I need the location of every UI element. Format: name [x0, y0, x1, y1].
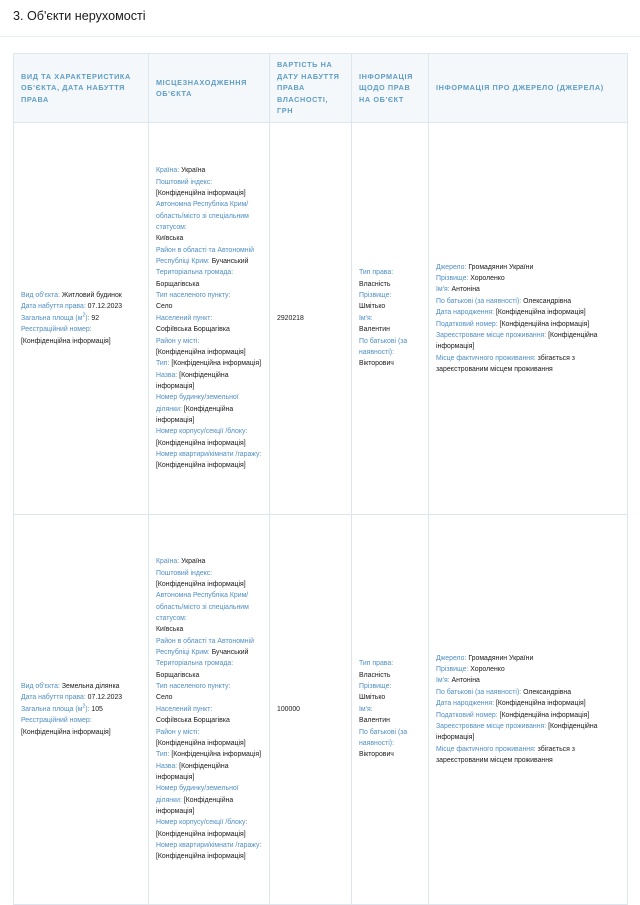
rights-info-cell: Тип права: Власність Прізвище: Шмітько Ім'я: Валентин По батькові (за наявності): Вікторович: [352, 123, 429, 515]
title-divider: [0, 36, 640, 37]
table-header-row: [14, 54, 628, 123]
object-location-cell: Країна: Україна Поштовий індекс: [Конфіденційна інформація] Автономна Республіка Крим/область/місто зі спеціальним статусом: Київська Район в області та Автономній Республіці Крим: Бучанський Територіальна громада: Борщагівська Тип населеного пункту: Село Населений пункт: Софіївська Борщагівка Район у місті: [Конфіденційна інформація] Тип: [Конфіденційна інформація] Назва: [Конфіденційна інформація] Номер будинку/земельної ділянки: [Конфіденційна інформація] Номер корпусу/секції /блоку: [Конфіденційна інформація] Номер квартири/кімнати /гаражу: [Конфіденційна інформація]: [149, 515, 270, 905]
section-title: 3. Об'єкти нерухомості: [13, 9, 146, 23]
rights-info-cell: Тип права: Власність Прізвище: Шмітько Ім'я: Валентин По батькові (за наявності): Вікторович: [352, 515, 429, 905]
object-characteristics-cell: Вид об'єкта: Земельна ділянка Дата набуття права: 07.12.2023 Загальна площа $(м^2)$: 105 Реєстраційний номер: [Конфіденційна інформація]: [14, 515, 149, 905]
column-header: МІСЦЕЗНАХОДЖЕННЯ ОБ'ЄКТА: [149, 54, 270, 123]
object-characteristics-cell: Вид об'єкта: Житловий будинок Дата набуття права: 07.12.2023 Загальна площа $(м^2)$: 92 Реєстраційний номер: [Конфіденційна інформація]: [14, 123, 149, 515]
column-header: ВАРТІСТЬ НА ДАТУ НАБУТТЯ ПРАВА ВЛАСНОСТІ, ГРН: [270, 54, 352, 123]
object-value-cell: 2920218: [270, 123, 352, 515]
column-header: ІНФОРМАЦІЯ ЩОДО ПРАВ НА ОБ'ЄКТ: [352, 54, 429, 123]
object-location-cell: Країна: Україна Поштовий індекс: [Конфіденційна інформація] Автономна Республіка Крим/область/місто зі спеціальним статусом: Київська Район в області та Автономній Республіці Крим: Бучанський Територіальна громада: Борщагівська Тип населеного пункту: Село Населений пункт: Софіївська Борщагівка Район у місті: [Конфіденційна інформація] Тип: [Конфіденційна інформація] Назва: [Конфіденційна інформація] Номер будинку/земельної ділянки: [Конфіденційна інформація] Номер корпусу/секції /блоку: [Конфіденційна інформація] Номер квартири/кімнати /гаражу: [Конфіденційна інформація]: [149, 123, 270, 515]
source-info-cell: Джерело: Громадянин України Прізвище: Хороленко Ім'я: Антоніна По батькові (за наявності): Олександрівна Дата народження: [Конфіденційна інформація] Податковий номер: [Конфіденційна інформація] Зареєстроване місце проживання: [Конфіденційна інформація] Місце фактичного проживання: збігається з зареєстрованим місцем проживання: [429, 515, 628, 905]
column-header: ІНФОРМАЦІЯ ПРО ДЖЕРЕЛО (ДЖЕРЕЛА): [429, 54, 628, 123]
table-row: [14, 123, 628, 515]
real-estate-table: [13, 53, 628, 905]
object-value-cell: 100000: [270, 515, 352, 905]
column-header: ВИД ТА ХАРАКТЕРИСТИКА ОБ'ЄКТА, ДАТА НАБУТТЯ ПРАВА: [14, 54, 149, 123]
table-row: [14, 515, 628, 905]
source-info-cell: Джерело: Громадянин України Прізвище: Хороленко Ім'я: Антоніна По батькові (за наявності): Олександрівна Дата народження: [Конфіденційна інформація] Податковий номер: [Конфіденційна інформація] Зареєстроване місце проживання: [Конфіденційна інформація] Місце фактичного проживання: збігається з зареєстрованим місцем проживання: [429, 123, 628, 515]
